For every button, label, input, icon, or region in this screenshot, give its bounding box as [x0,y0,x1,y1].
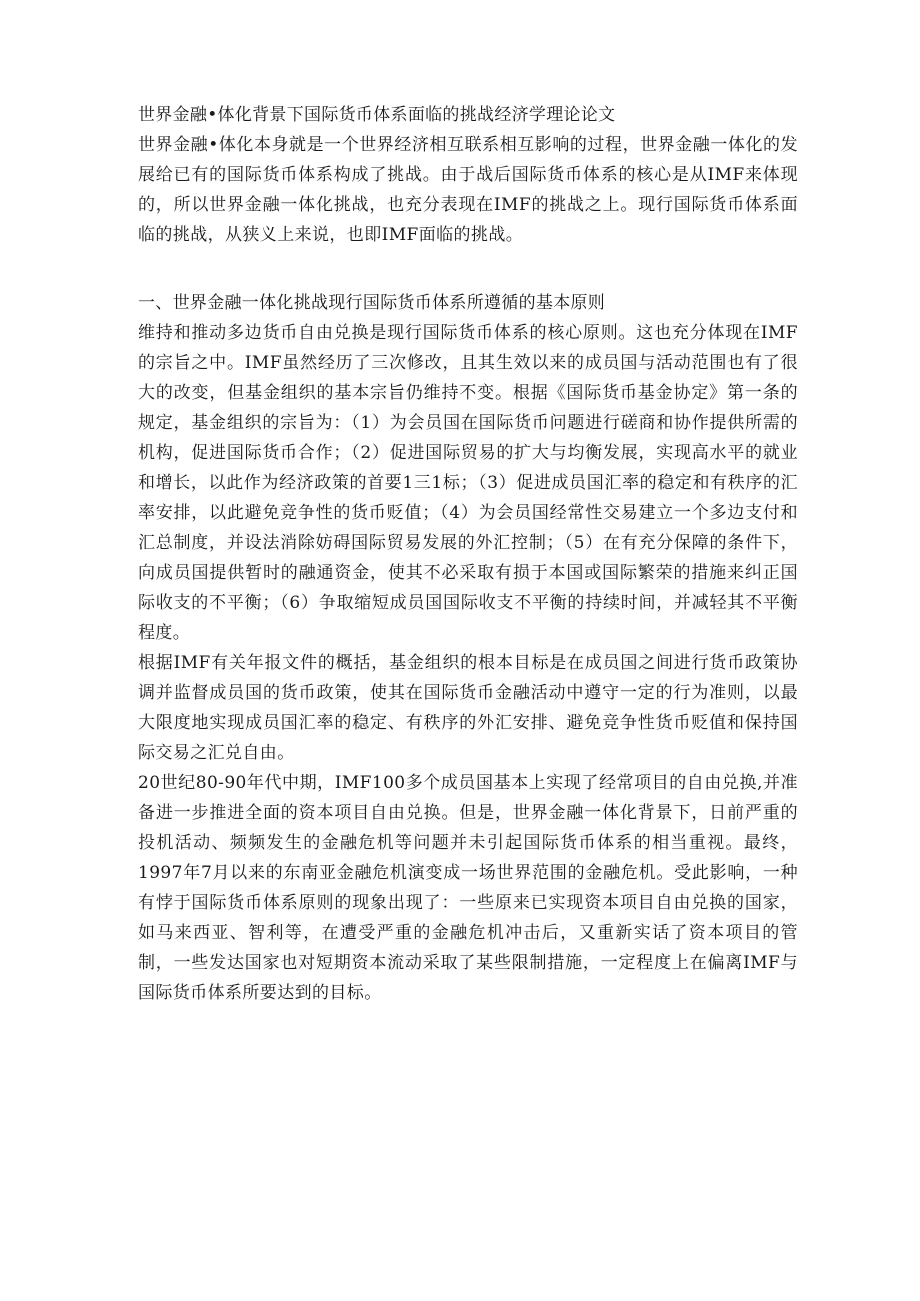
body-paragraph: 根据IMF有关年报文件的概括，基金组织的根本目标是在成员国之间进行货币政策协调并监督成员国的货币政策，使其在国际货币金融活动中遵守一定的行为准则，以最大限度地实现成员国汇率的稳定、有秩序的外汇安排、避免竞争性货币贬值和保持国际交易之汇兑自由。 [138,653,798,763]
intro-paragraph: 世界金融•体化本身就是一个世界经济相互联系相互影响的过程，世界金融一体化的发展给已有的国际货币体系构成了挑战。由于战后国际货币体系的核心是从IMF来体现的，所以世界金融一体化挑战，也充分表现在IMF的挑战之上。现行国际货币体系面临的挑战，从狭义上来说，也即IMF面临的挑战。 [138,135,798,245]
section-spacer [138,250,798,288]
body-paragraph: 维持和推动多边货币自由兑换是现行国际货币体系的核心原则。这也充分体现在IMF的宗旨之中。IMF虽然经历了三次修改，且其生效以来的成员国与活动范围也有了很大的改变，但基金组织的基本宗旨仍维持不变。根据《国际货币基金协定》第一条的规定，基金组织的宗旨为：（1）为会员国在国际货币问题进行磋商和协作提供所需的机构，促进国际货币合作；（2）促进国际贸易的扩大与均衡发展，实现高水平的就业和增长，以此作为经济政策的首要1三1标；（3）促进成员国汇率的稳定和有秩序的汇率安排，以此避免竞争性的货币贬值；（4）为会员国经常性交易建立一个多边支付和汇总制度，并设法消除妨碍国际贸易发展的外汇控制；（5）在有充分保障的条件下，向成员国提供暂时的融通资金，使其不必采取有损于本国或国际繁荣的措施来纠正国际收支的不平衡；（6）争取缩短成员国国际收支不平衡的持续时间，并减轻其不平衡程度。 [138,323,798,643]
document-page [138,100,798,1008]
section-heading: 一、世界金融一体化挑战现行国际货币体系所遵循的基本原则 [138,293,606,313]
body-paragraph: 20世纪80-90年代中期，IMF100多个成员国基本上实现了经常项目的自由兑换,并准备进一步推进全面的资本项目自由兑换。但是，世界金融一体化背景下，日前严重的投机活动、频频发生的金融危机等问题并未引起国际货币体系的相当重视。最终，1997年7月以来的东南亚金融危机演变成一场世界范围的金融危机。受此影响，一种有悖于国际货币体系原则的现象出现了：一些原来已实现资本项目自由兑换的国家，如马来西亚、智利等，在遭受严重的金融危机冲击后，又重新实话了资本项目的管制，一些发达国家也对短期资本流动采取了某些限制措施，一定程度上在偏离IMF与国际货币体系所要达到的目标。 [138,773,798,1003]
document-title: 世界金融•体化背景下国际货币体系面临的挑战经济学理论论文 [138,105,616,125]
